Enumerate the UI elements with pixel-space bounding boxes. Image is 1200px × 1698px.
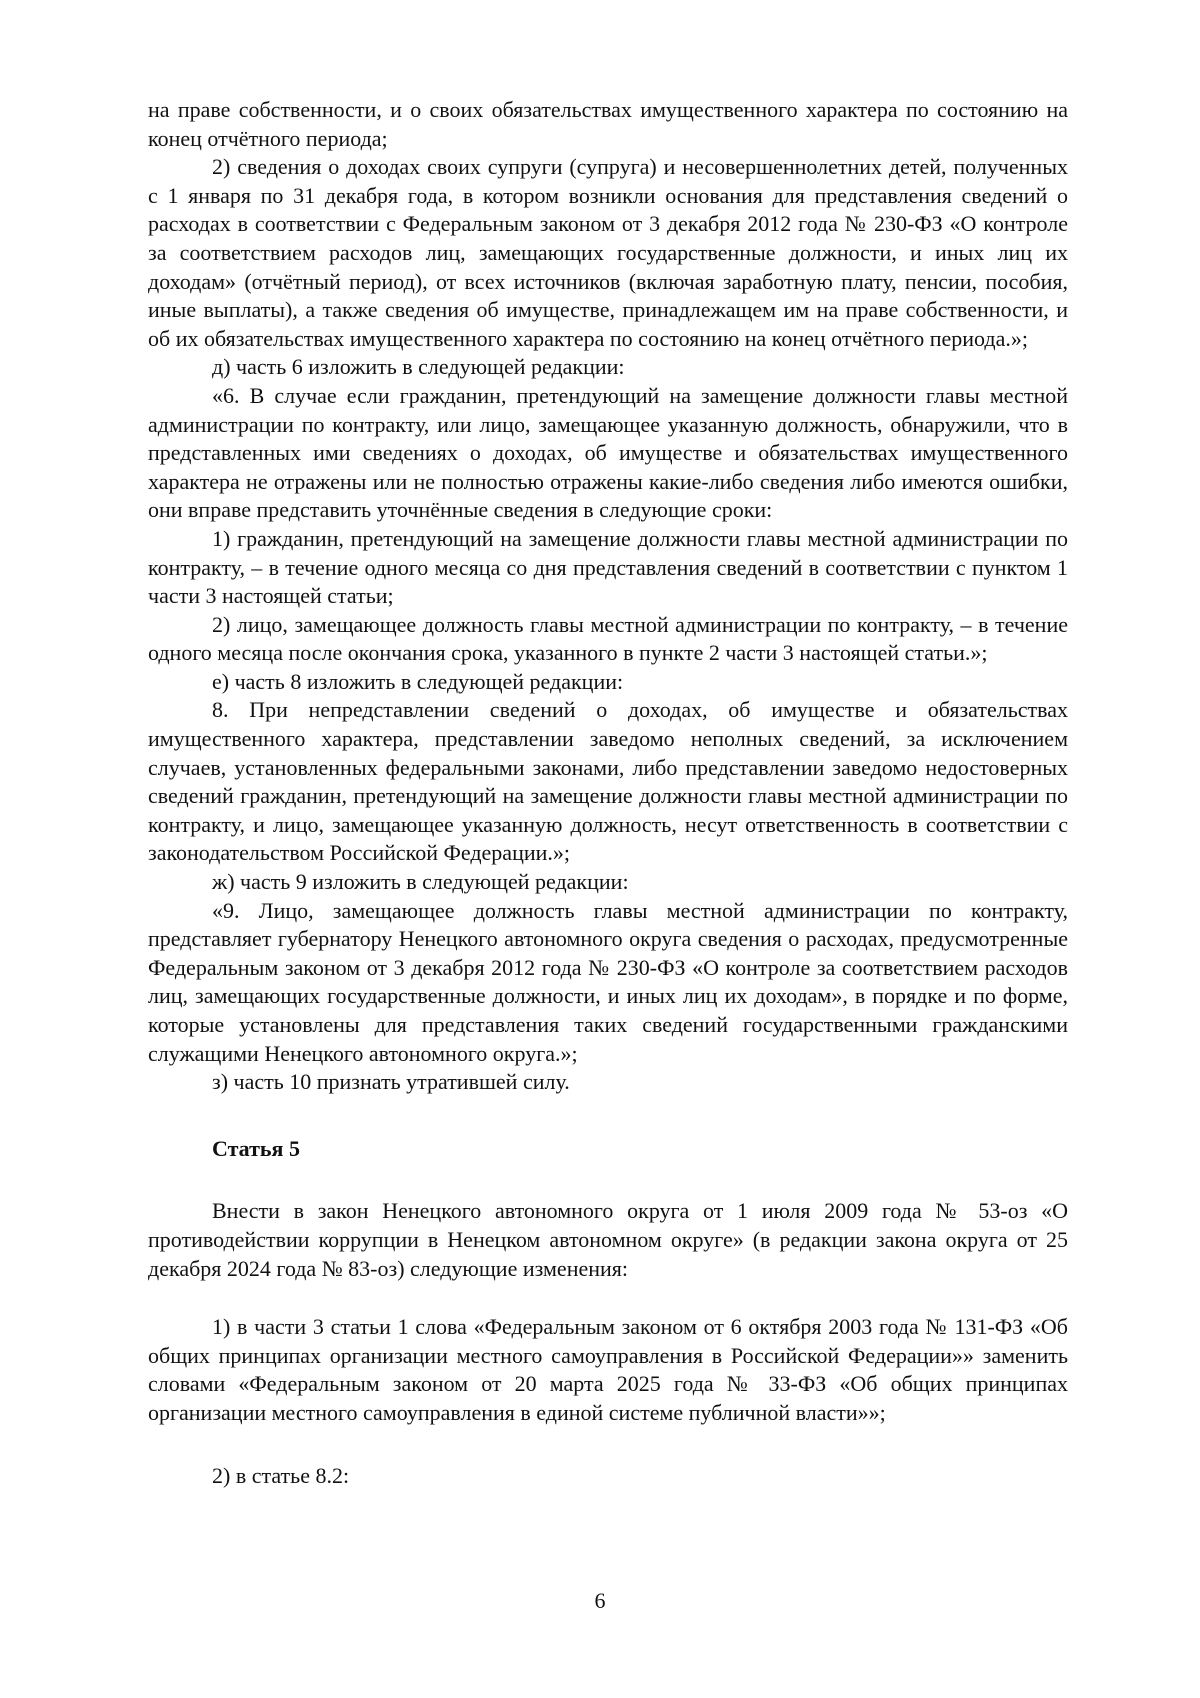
paragraph-item-z: з) часть 10 признать утратившей силу. [212, 1069, 570, 1095]
paragraph-item-2-income: 2) сведения о доходах своих супруги (супруга) и несовершеннолетних детей, полученных с 1 января по 31 декабря года, в котором возникли основания для представления сведений о расходах в соответствии с Федеральным законом от 3 декабря 2012 года № 230-ФЗ «О контроле за соответствием расходов лиц, замещающих государственные должности, и иных лиц их доходам» (отчётный период), от всех источников (включая заработную плату, пенсии, пособия, иные выплаты), а также сведения об имуществе, принадлежащем им на праве собственности, и об их обязательствах имущественного характера по состоянию на конец отчётного периода.»; [148, 154, 1068, 351]
paragraph-item-e: е) часть 8 изложить в следующей редакции: [212, 668, 624, 694]
paragraph-part-9: «9. Лицо, замещающее должность главы местной администрации по контракту, представляет губернатору Ненецкого автономного округа сведения о расходах, предусмотренные Федеральным законом от 3 декабря 2012 года № 230-ФЗ «О контроле за соответствием расходов лиц, замещающих государственные должности, и иных лиц их доходам», в порядке и по форме, которые установлены для представления таких сведений государственными гражданскими служащими Ненецкого автономного округа.»; [148, 897, 1068, 1066]
paragraph-continuation: на праве собственности, и о своих обязательствах имущественного характера по состоянию на конец отчётного периода; [148, 97, 1068, 151]
document-page [148, 96, 1068, 1490]
paragraph-part-6-item-1: 1) гражданин, претендующий на замещение должности главы местной администрации по контракту, – в течение одного месяца со дня представления сведений в соответствии с пунктом 1 части 3 настоящей статьи; [148, 525, 1068, 609]
page-number: 6 [594, 1588, 606, 1613]
article-item-2: 2) в статье 8.2: [212, 1462, 350, 1488]
paragraph-part-6-item-2: 2) лицо, замещающее должность главы местной администрации по контракту, – в течение одного месяца после окончания срока, указанного в пункте 2 части 3 настоящей статьи.»; [148, 611, 1068, 666]
article-intro-paragraph: Внести в закон Ненецкого автономного округа от 1 июля 2009 года № 53-оз «О противодействии коррупции в Ненецком автономном округе» (в редакции закона округа от 25 декабря 2024 года № 83-оз) следующие изменения: [148, 1198, 1068, 1281]
article-item-1: 1) в части 3 статьи 1 слова «Федеральным законом от 6 октября 2003 года № 131-ФЗ «Об общих принципах организации местного самоуправления в Российской Федерации»» заменить словами «Федеральным законом от 20 марта 2025 года № 33-ФЗ «Об общих принципах организации местного самоуправления в единой системе публичной власти»»; [148, 1314, 1068, 1425]
paragraph-part-6: «6. В случае если гражданин, претендующий на замещение должности главы местной администрации по контракту, или лицо, замещающее указанную должность, обнаружили, что в представленных ими сведениях о доходах, об имуществе и обязательствах имущественного характера не отражены или не полностью отражены какие-либо сведения либо имеются ошибки, они вправе представить уточнённые сведения в следующие сроки: [148, 382, 1068, 523]
article-heading: Статья 5 [212, 1135, 300, 1161]
paragraph-item-d: д) часть 6 изложить в следующей редакции: [212, 354, 625, 380]
paragraph-item-zh: ж) часть 9 изложить в следующей редакции: [212, 869, 629, 895]
paragraph-part-8: 8. При непредставлении сведений о доходах, об имуществе и обязательствах имущественного характера, представлении заведомо неполных сведений, за исключением случаев, установленных федеральными законами, либо представлении заведомо недостоверных сведений гражданин, претендующий на замещение должности главы местной администрации по контракту, и лицо, замещающее указанную должность, несут ответственность в соответствии с законодательством Российской Федерации.»; [148, 697, 1068, 866]
